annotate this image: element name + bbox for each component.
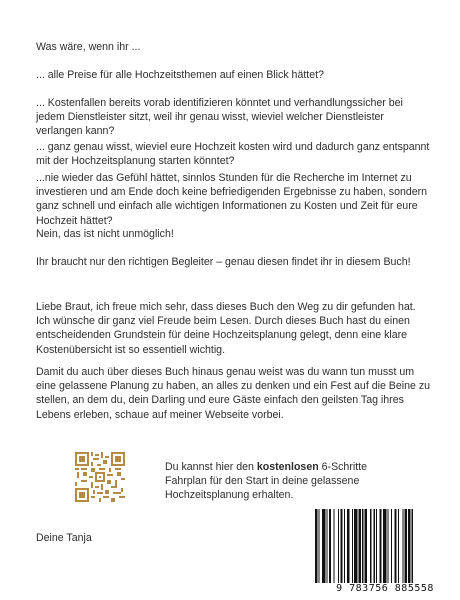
qr-note (165, 460, 380, 503)
paragraph-right-companion: Ihr braucht nur den richtigen Begleiter – genau diesen findet ihr in diesem Buch! (36, 256, 411, 268)
paragraph-website: Damit du auch über dieses Buch hinaus genau weist was du wann tun musst um eine gelassene Planung zu haben, an alles zu denken und ein Fest auf die Beine zu stellen, an dem du, dein Darling und eure Gäste einfach den geilsten Tag ihres Lebens erleben, schaue auf meiner Webseite vorbei. (36, 366, 431, 421)
paragraph-total-cost: ... ganz genau wisst, wieviel eure Hochzeit kosten wird und dadurch ganz entspannt mit der Hochzeitsplanung starten könntet? (36, 141, 430, 168)
qr-note-prefix: Du kannst hier den (165, 461, 257, 473)
paragraph-not-impossible: Nein, das ist nicht unmöglich! (36, 228, 174, 240)
isbn-barcode (310, 505, 460, 600)
signature: Deine Tanja (36, 532, 92, 544)
paragraph-research: ...nie wieder das Gefühl hättet, sinnlos Stunden für die Recherche im Internet zu investieren und am Ende doch keine befriedigenden Ergebnisse zu haben, sondern ganz schnell und einfach alle wichtigen Informationen zu Kosten und Zeit für eure Hochzeit hättet? (36, 172, 428, 227)
isbn-digits: 9 783756 885558 (336, 583, 434, 594)
qr-note-bold: kostenlosen (256, 461, 319, 473)
barcode-bars (313, 509, 453, 583)
qr-code[interactable] (75, 452, 125, 502)
paragraph-cost-traps: ... Kostenfallen bereits vorab identifizieren könntet und verhandlungssicher bei jedem Dienstleister sitzt, weil ihr genau wisst, wieviel welcher Dienstleister verlangen kann? (36, 97, 403, 138)
paragraph-dear-bride: Liebe Braut, ich freue mich sehr, dass dieses Buch den Weg zu dir gefunden hat. Ich wünsche dir ganz viel Freude beim Lesen. Durch dieses Buch hast du einen entscheidenden Grundstein für deine Hochzeitsplanung gelegt, denn eine klare Kostenübersicht ist so essentiell wichtig. (36, 301, 416, 356)
qr-note-suffix: 6-Schritte Fahrplan für den Start in deine gelassene Hochzeitsplanung erhalten. (165, 461, 367, 502)
intro-question: Was wäre, wenn ihr ... (36, 41, 141, 53)
paragraph-prices: ... alle Preise für alle Hochzeitsthemen auf einen Blick hättet? (36, 69, 324, 81)
